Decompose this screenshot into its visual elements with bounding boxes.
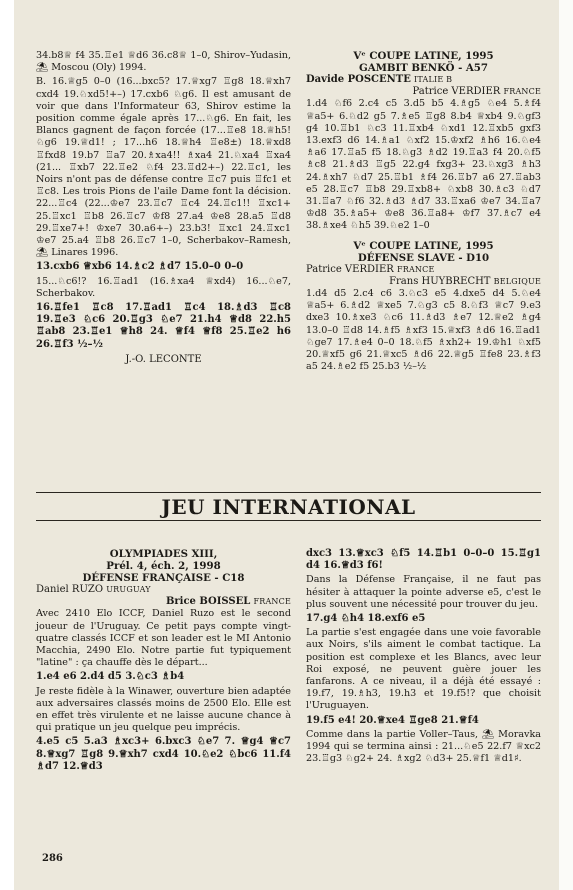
annotation-scherbakov: 15...♘c6!? 16.♖ad1 (16.♗xa4 ♕xd4) 16...♘e7, Scherbakov. xyxy=(36,275,291,299)
olympiad-subtitle: Prél. 4, éch. 2, 1998 xyxy=(106,560,221,572)
bottom-right-column xyxy=(306,548,541,767)
moves-middlegame: 4.e5 c5 5.a3 ♗xc3+ 6.bxc3 ♘e7 7. ♕g4 ♕c7 8.♕xg7 ♖g8 9.♕xh7 cxd4 10.♘e2 ♘bc6 11.f4 ♗d7 12.♕d3 xyxy=(36,736,291,772)
top-left-column xyxy=(36,50,291,366)
moves-17: 17.g4 ♘h4 18.exf6 e5 xyxy=(306,613,426,625)
olympiad-title: OLYMPIADES XIII, xyxy=(109,548,218,560)
game2-moves: 1.d4 d5 2.c4 c6 3.♘c3 e5 4.dxe5 d4 5.♘e4 ♕a5+ 6.♗d2 ♕xe5 7.♘g3 c5 8.♘f3 ♕c7 9.e3 dxe3 10.♗xe3 ♘c6 11.♗d3 ♗e7 12.♕e2 ♗g4 13.0–0 ♖d8 14.♗f5 ♗xf3 15.♕xf3 ♗d6 16.♖ad1 ♘ge7 17.♗e4 0–0 18.♘f5 ♗xh2+ 19.♔h1 ♘xf5 20.♕xf5 g6 21.♕xc5 ♗d6 22.♕g5 ♖fe8 23.♗f3 a5 24.♗e2 f5 25.b3 ½–½ xyxy=(306,288,541,373)
annotation-b: B. 16.♕g5 0–0 (16...bxc5? 17.♕xg7 ♖g8 18.♕xh7 cxd4 19.♘xd5!+–) 17.cxb6 ♘g6. Il est amusant de voir que dans l'Informateur 63, Shirov estime la position comme égale après 17...♘g6. En fait, les Blancs gagnent de façon forcée (17...♖e8 18.♕h5! ♘g6 19.♕d1! ; 17...h6 18.♕h4 ♖e8±) 18.♕xd8 ♖fxd8 19.b7 ♖a7 20.♗xa4!! ♗xa4 21.♘xa4 ♖xa4 (21... ♖xb7 22.♖e2 ♘f4 23.♖d2+–) 22.♖c1, les Noirs n'ont pas de défense contre ♖c7 puis ♖fc1 et ♖c8. Les trois Pions de l'aile Dame font la décision. 22...♖c4 (22...♔e7 23.♖c7 ♖c4 24.♖c1!! ♖xc1+ 25.♖xc1 ♖b8 26.♖c7 ♔f8 27.a4 ♔e8 28.a5 ♖d8 29.♖xe7+! ♔xe7 30.a6+–) 23.b3! ♖xc1 24.♖xc1 ♔e7 25.a4 ♖b8 26.♖c7 1–0, Scherbakov–Ramesh, ⛱ Linares 1996. xyxy=(36,76,291,259)
section-heading: JEU INTERNATIONAL xyxy=(161,495,416,519)
page-number: 286 xyxy=(42,853,63,864)
moves-continuation: dxc3 13.♕xc3 ♘f5 14.♖b1 0–0–0 15.♖g1 d4 16.♕d3 f6! xyxy=(306,548,541,572)
french-defense-comment: Dans la Défense Française, il ne faut pas hésiter à attaquer la pointe adverse e5, c'est le plus souvent une nécessité pour trouver du jeu. xyxy=(306,574,541,610)
section-rule-bottom xyxy=(36,520,541,521)
moves-19: 19.f5 e4! 20.♕xe4 ♖ge8 21.♕f4 xyxy=(306,714,479,726)
moves-final: 16.♖fe1 ♖c8 17.♖ad1 ♖c4 18.♗d3 ♖c8 19.♖e3 ♘c6 20.♖g3 ♘e7 21.h4 ♕d8 22.h5 ♖ab8 23.♖e1 ♕h8 24. ♕f4 ♕f8 25.♖e2 h6 26.♖f3 ½–½ xyxy=(36,302,291,350)
opening-title: DÉFENSE FRANÇAISE - C18 xyxy=(82,572,245,584)
game2-white-player: Patrice VERDIER FRANCE xyxy=(306,263,435,275)
bottom-left-column xyxy=(36,548,291,775)
game2-opening-title: DÉFENSE SLAVE - D10 xyxy=(357,251,490,264)
game1-black-player: Patrice VERDIER FRANCE xyxy=(412,86,541,98)
winawer-comment: Je reste fidèle à la Winawer, ouverture bien adaptée aux adversaires classés moins de 2500 Elo. Elle est en effet très virulente et ne laisse aucune chance à qui pratique un jeu quelque peu imprécis. xyxy=(36,685,291,734)
game1-moves: 1.d4 ♘f6 2.c4 c5 3.d5 b5 4.♗g5 ♘e4 5.♗f4 ♕a5+ 6.♘d2 g5 7.♗e5 ♖g8 8.b4 ♕xb4 9.♘gf3 g4 10.♖b1 ♘c3 11.♖xb4 ♘xd1 12.♖xb5 gxf3 13.exf3 d6 14.♗a1 ♘xf2 15.♔xf2 ♗h6 16.♘e4 ♗a6 17.♖a5 f5 18.♘g3 ♗d2 19.♖a3 f4 20.♘f5 ♗c8 21.♗d3 ♖g5 22.g4 fxg3+ 23.♘xg3 ♗h3 24.♗xh7 ♘d7 25.♖b1 ♗f4 26.♖b7 a6 27.♖ab3 e5 28.♖c7 ♖b8 29.♖xb8+ ♘xb8 30.♗c3 ♘d7 31.♖a7 ♘f6 32.♗d3 ♗d7 33.♖xa6 ♔e7 34.♖a7 ♔d8 35.♗a5+ ♔e8 36.♖a8+ ♔f7 37.♗c7 e4 38.♗xe4 ♘h5 39.♘e2 1–0 xyxy=(306,98,541,232)
game-ending-text: 34.b8♕ f4 35.♖e1 ♕d6 36.c8♕ 1–0, Shirov–Yudasin, ⛱ Moscou (Oly) 1994. xyxy=(36,50,291,74)
intro-text: Avec 2410 Elo ICCF, Daniel Ruzo est le second joueur de l'Uruguay. Ce petit pays compte vingt-quatre classés ICCF et son leader est le MI Antonio Macchia, 2490 Elo. Notre partie fut typiquement "latine" : ça chauffe dès le départ... xyxy=(36,608,291,669)
game2-event-title: Vᵉ COUPE LATINE, 1995 xyxy=(353,239,494,252)
game1-opening-title: GAMBIT BENKÖ - A57 xyxy=(359,62,488,74)
white-player: Daniel RUZO URUGUAY xyxy=(36,584,151,595)
binding-margin xyxy=(0,0,14,890)
black-player: Brice BOISSEL FRANCE xyxy=(165,596,291,608)
game1-event-title: Vᵉ COUPE LATINE, 1995 xyxy=(353,50,494,62)
voller-taus-comment: Comme dans la partie Voller–Taus, ⛱ Moravka 1994 qui se termina ainsi : 21...♘e5 22.f7 ♕xc2 23.♖g3 ♘g2+ 24. ♗xg2 ♘d3+ 25.♕f1 ♕d1♯. xyxy=(306,728,541,765)
author-signature: J.-O. LECONTE xyxy=(125,353,202,365)
section-rule-top xyxy=(36,492,541,493)
game2-black-player: Frans HUYBRECHT BELGIQUE xyxy=(389,275,541,287)
moves-opening: 1.e4 e6 2.d4 d5 3.♘c3 ♗b4 xyxy=(36,671,185,683)
moves-line: 13.cxb6 ♕xb6 14.♗c2 ♗d7 15.0–0 0–0 xyxy=(36,261,244,273)
top-right-column xyxy=(306,50,541,375)
page-edge xyxy=(559,0,573,890)
position-comment: La partie s'est engagée dans une voie favorable aux Noirs, s'ils aiment le combat tactique. La position est complexe et les Blancs, avec leur Roi exposé, ne peuvent guère jouer les fanfarons. A ce niveau, il a déjà été essayé : 19.f7, 19.♗h3, 19.h3 et 19.f5!? que choisit l'Uruguayen. xyxy=(306,627,541,712)
game1-white-player: Davide POSCENTE ITALIE B xyxy=(306,74,453,85)
